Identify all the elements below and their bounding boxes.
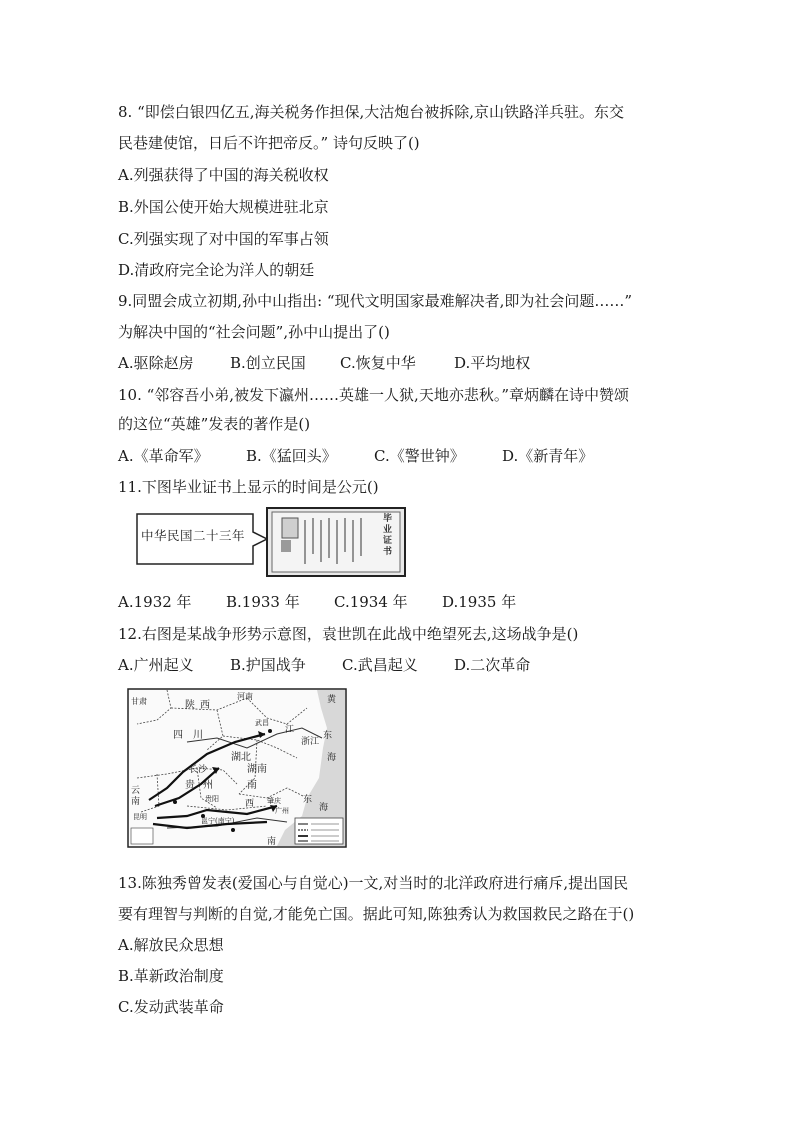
q13-option-a: A.解放民众思想 [118,936,224,954]
q9-option-d: D.平均地权 [454,354,531,372]
q11-option-c: C.1934 年 [334,593,408,611]
map-label-sea-east: 海 [327,753,337,763]
map-label-wuchang: 武昌 [255,719,269,727]
map-label-guangdong: 东 [303,795,313,805]
map-label-gansu: 甘肃 [131,697,147,706]
q10-option-a: A.《革命军》 [118,447,209,465]
map-label-guiyang: 贵阳 [205,795,219,803]
map-label-yellow-sea: 黄 [327,695,337,705]
map-label-guangzhou: 广州 [275,807,289,815]
map-label-kunming: 昆明 [133,813,147,821]
map-label-nan: 南 [247,780,257,791]
q11-options [118,592,516,612]
map-label-yunnan: 云南 [131,786,141,807]
q9-option-a: A.驱除赵房 [118,354,194,372]
certificate-title: 毕业证书 [383,514,393,557]
map-label-sea-south: 海 [319,803,329,813]
q11-option-a: A.1932 年 [118,593,192,611]
q13-stem-line1: 13.陈独秀曾发表(爱国心与自觉心)一文,对当时的北洋政府进行痛斥,提出国民 [118,874,629,892]
q12-option-b: B.护国战争 [230,656,306,674]
map-label-hunan: 湖南 [247,764,267,775]
map-label-dong: 东 [323,731,333,741]
map-label-sichuan: 四川 [173,730,213,741]
q10-option-c: C.《警世钟》 [374,447,465,465]
map-label-guizhou: 贵州 [185,780,221,791]
q13-option-c: C.发动武装革命 [118,998,224,1016]
q8-option-c: C.列强实现了对中国的军事占领 [118,230,329,248]
q8-stem-line2: 民巷建使馆，日后不许把帝反。” 诗句反映了() [118,134,420,152]
graduation-certificate-figure [135,506,407,578]
q12-options [118,655,530,675]
q9-options [118,353,530,373]
map-label-nan-south: 南 [267,837,277,847]
q9-option-c: C.恢复中华 [340,354,416,372]
war-situation-map [127,688,347,848]
q10-option-d: D.《新青年》 [502,447,594,465]
map-label-zhejiang: 浙江 [301,737,320,747]
q8-option-a: A.列强获得了中国的海关税收权 [118,166,329,184]
q8-stem-line1: 8. “即偿白银四亿五,海关税务作担保,大沽炮台被拆除,京山铁路洋兵驻。东交 [118,103,625,121]
q9-stem-line1: 9.同盟会成立初期,孙中山指出: “现代文明国家最难解决者,即为社会问题……” [118,292,633,310]
q11-option-b: B.1933 年 [226,593,300,611]
q13-option-b: B.革新政治制度 [118,967,224,985]
q10-stem-line1: 10. “邻容吾小弟,被发下瀛州……英雄一人狱,天地亦悲秋。”章炳麟在诗中赞颂 [118,386,629,404]
map-label-hubei: 湖北 [231,752,251,763]
map-label-shaanxi: 陕西 [185,700,215,711]
q9-stem-line2: 为解决中国的“社会问题”,孙中山提出了() [118,323,390,341]
q8-option-b: B.外国公使开始大规模进驻北京 [118,198,329,216]
map-label-henan: 河南 [237,692,253,701]
q12-option-d: D.二次革命 [454,656,531,674]
map-label-nanning: 邕宁(南宁) [201,817,235,825]
q9-option-b: B.创立民国 [230,354,306,372]
q12-option-a: A.广州起义 [118,656,194,674]
q10-options [118,446,593,466]
q11-option-d: D.1935 年 [442,593,517,611]
q13-stem-line2: 要有理智与判断的自觉,才能免亡国。据此可知,陈独秀认为救国救民之路在于() [118,905,635,923]
map-label-zhaoqing: 肇庆 [267,797,281,805]
q10-stem-line2: 的这位“英雄”发表的著作是() [118,415,311,433]
map-label-jiang: 江 [285,725,295,735]
map-label-changsha: 长沙 [189,765,208,775]
q10-option-b: B.《猛回头》 [246,447,337,465]
certificate-callout-text: 中华民国二十三年 [141,528,246,543]
q11-stem: 11.下图毕业证书上显示的时间是公元() [118,478,379,496]
map-label-guangxi: 西 [245,799,255,809]
q12-stem: 12.右图是某战争形势示意图，袁世凯在此战中绝望死去,这场战争是() [118,625,579,643]
q12-option-c: C.武昌起义 [342,656,418,674]
q8-option-d: D.清政府完全论为洋人的朝廷 [118,261,315,279]
